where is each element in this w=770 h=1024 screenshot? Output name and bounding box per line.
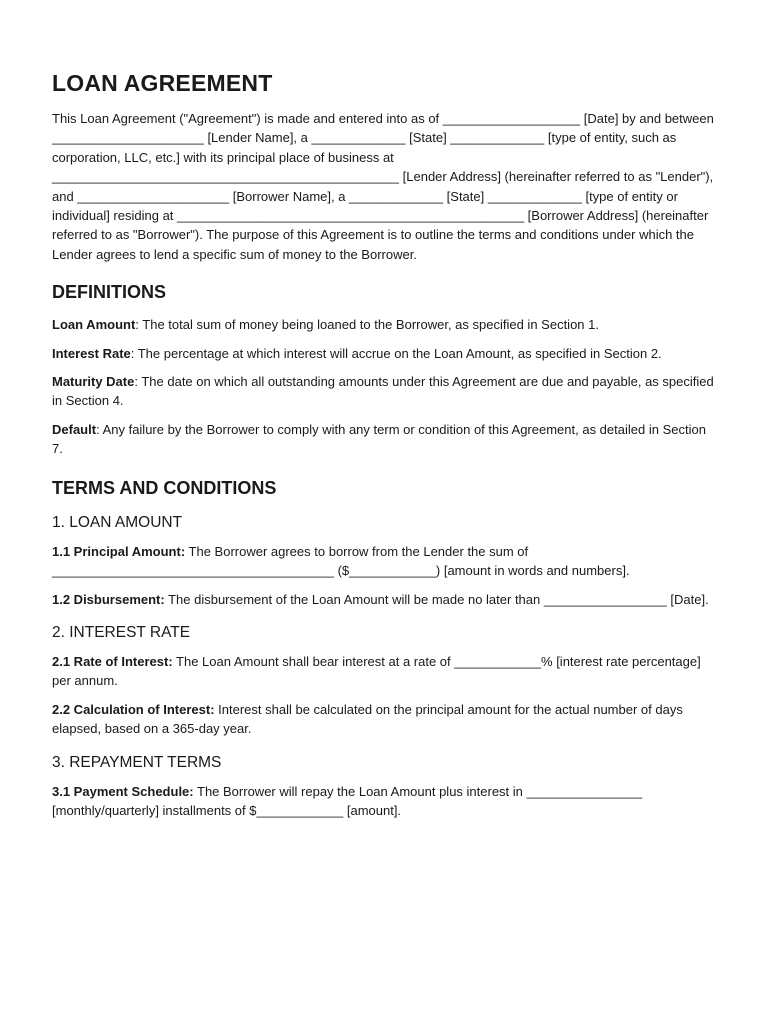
clause-text: The disbursement of the Loan Amount will be made no later than _________________ [Date]. (164, 591, 709, 607)
section-heading-loan-amount: 1. LOAN AMOUNT (52, 513, 183, 531)
clause-text: The Borrower will repay the Loan Amount plus interest in ________________ [monthly/quarterly] installments of $____________ [amount]. (52, 783, 643, 818)
clause-text: The Borrower agrees to borrow from the Lender the sum of _______________________________________ ($____________) [amount in words and numbers]. (52, 543, 630, 579)
intro-paragraph: This Loan Agreement ("Agreement") is made and entered into as of ___________________ [Date] by and between _____________________ [Lender Name], a _____________ [State] _____________ [type of entity, such as corporation, LLC, etc.] with its principal place of business at ________________________________________________ [Lender Address] (hereinafter referred to as "Lender"), and _____________________ [Borrower Name], a _____________ [State] _____________ [type of entity or individual] residing at ________________________________________________ [Borrower Address] (hereinafter referred to as "Borrower"). The purpose of this Agreement is to outline the terms and conditions under which the Lender agrees to lend a specific sum of money to the Borrower. (52, 111, 714, 262)
definitions-heading: DEFINITIONS (52, 282, 167, 303)
clause-item (52, 590, 718, 609)
definition-item (52, 372, 718, 411)
clause-text: The Loan Amount shall bear interest at a rate of ____________% [interest rate percentage] per annum. (52, 653, 701, 689)
definition-term: Loan Amount (52, 317, 136, 333)
clause-label: 3.1 Payment Schedule: (52, 783, 194, 799)
terms-heading: TERMS AND CONDITIONS (52, 477, 277, 498)
definition-item (52, 420, 718, 459)
clause-item (52, 782, 718, 821)
clause-item (52, 542, 718, 581)
document-title: LOAN AGREEMENT (52, 70, 273, 96)
definition-item (52, 315, 718, 334)
clause-item (52, 700, 718, 739)
definition-text: : Any failure by the Borrower to comply with any term or condition of this Agreement, as detailed in Section 7. (52, 421, 706, 457)
definition-item (52, 344, 718, 363)
clause-text: Interest shall be calculated on the principal amount for the actual number of days elapsed, based on a 365-day year. (52, 701, 683, 737)
definition-term: Maturity Date (52, 374, 135, 390)
section-heading-repayment-terms: 3. REPAYMENT TERMS (52, 753, 222, 771)
clause-label: 1.1 Principal Amount: (52, 543, 186, 559)
definition-text: : The percentage at which interest will accrue on the Loan Amount, as specified in Section 2. (130, 345, 662, 361)
definition-term: Default (52, 421, 97, 437)
definition-text: : The date on which all outstanding amounts under this Agreement are due and payable, as specified in Section 4. (52, 374, 714, 409)
definition-term: Interest Rate (52, 345, 131, 361)
clause-label: 1.2 Disbursement: (52, 591, 165, 607)
document-body (52, 70, 718, 829)
section-heading-interest-rate: 2. INTEREST RATE (52, 623, 191, 641)
clause-label: 2.1 Rate of Interest: (52, 653, 173, 669)
clause-item (52, 652, 718, 691)
definition-text: : The total sum of money being loaned to the Borrower, as specified in Section 1. (135, 317, 599, 333)
clause-label: 2.2 Calculation of Interest: (52, 701, 215, 717)
